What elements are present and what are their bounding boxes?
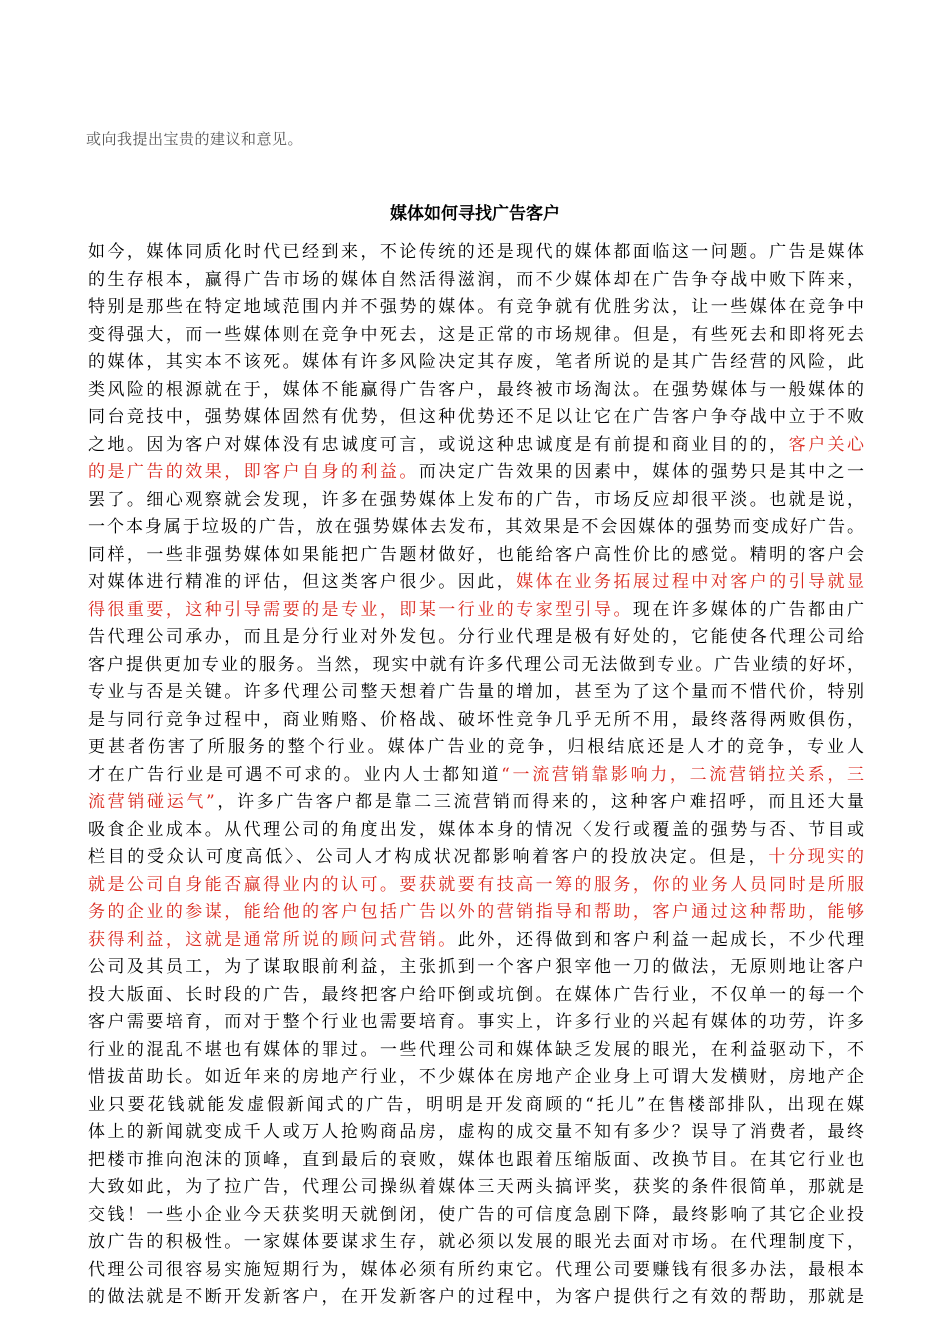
body-text: 同样，一些非强势媒体如果能把广告题材做好，也能给客户高性价比的感觉。精明的客户会 bbox=[88, 544, 864, 565]
body-text: 如今，媒体同质化时代已经到来，不论传统的还是现代的媒体都面临这一问题。广告是媒体 bbox=[88, 242, 864, 262]
body-text: 放广告的积极性。一家媒体要谋求生存，就必须以发展的眼光去面对市场。在代理制度下， bbox=[88, 1232, 864, 1252]
body-text: 代理公司很容易实施短期行为，媒体必须有所约束它。代理公司要赚钱有很多办法，最根本 bbox=[88, 1259, 864, 1280]
paragraph-line bbox=[88, 899, 864, 927]
body-text: 栏目的受众认可度高低〉、公司人才构成状况都影响着客户的投放决定。但是， bbox=[88, 847, 769, 867]
paragraph-line bbox=[88, 1229, 864, 1257]
paragraph-line bbox=[88, 294, 864, 322]
paragraph-line bbox=[88, 1202, 864, 1230]
body-text: 而决定广告效果的因素中，媒体的强势只是其中之一 bbox=[418, 462, 865, 482]
paragraph-line bbox=[88, 1284, 864, 1312]
body-text: 此外，还得做到和客户利益一起成长，不少代理 bbox=[457, 929, 865, 950]
body-text: 告代理公司承办，而且是分行业对外发包。分行业代理是极有好处的，它能使各代理公司给 bbox=[88, 627, 864, 647]
paragraph-line bbox=[88, 1009, 864, 1037]
highlighted-text: “一流营销靠影响力，二流营销拉关系，三 bbox=[501, 764, 864, 785]
paragraph-line bbox=[88, 404, 864, 432]
body-text: 同台竞技中，强势媒体固然有优势，但这种优势还不足以让它在广告客户争夺战中立于不败 bbox=[88, 407, 864, 427]
paragraph-line bbox=[88, 844, 864, 872]
paragraph-line bbox=[88, 569, 864, 597]
body-text: 大致如此，为了拉广告，代理公司操纵着媒体三天两头搞评奖，获奖的条件很简单，那就是 bbox=[88, 1177, 864, 1197]
paragraph-line bbox=[88, 432, 864, 460]
body-text: 现在许多媒体的广告都由广 bbox=[632, 599, 864, 620]
paragraph-line bbox=[88, 927, 864, 955]
body-text: 吸食企业成本。从代理公司的角度出发，媒体本身的情况〈发行或覆盖的强势与否、节目或 bbox=[88, 819, 864, 840]
body-text: ，许多广告客户都是靠二三流营销而得来的，这种客户难招呼，而且还大量 bbox=[214, 792, 864, 812]
paragraph-line bbox=[88, 1174, 864, 1202]
highlighted-text: 获得利益，这就是通常所说的顾问式营销。 bbox=[88, 929, 458, 950]
body-text: 对媒体进行精准的评估，但这类客户很少。因此， bbox=[88, 572, 517, 592]
body-text: 交钱！一些小企业今天获奖明天就倒闭，使广告的可信度急剧下降，最终影响了其它企业投 bbox=[88, 1204, 864, 1225]
body-text: 客户需要培育，而对于整个行业也需要培育。事实上，许多行业的兴起有媒体的功劳，许多 bbox=[88, 1012, 864, 1032]
paragraph-line bbox=[88, 954, 864, 982]
body-text: 投大版面、长时段的广告，最终把客户给吓倒或坑倒。在媒体广告行业，不仅单一的每一个 bbox=[88, 984, 864, 1005]
body-text: 特别是那些在特定地域范围内并不强势的媒体。有竞争就有优胜劣汰，让一些媒体在竞争中 bbox=[88, 297, 864, 317]
paragraph-line bbox=[88, 1092, 864, 1120]
body-text: 的做法就是不断开发新客户，在开发新客户的过程中，为客户提供行之有效的帮助，那就是 bbox=[88, 1287, 864, 1307]
paragraph-line bbox=[88, 1257, 864, 1285]
body-text: 公司及其员工，为了谋取眼前利益，主张抓到一个客户狠宰他一刀的做法，无原则地让客户 bbox=[88, 957, 864, 977]
body-text: 把楼市推向泡沫的顶峰，直到最后的衰败，媒体也跟着压缩版面、改换节目。在其它行业也 bbox=[88, 1149, 864, 1170]
paragraph-line bbox=[88, 239, 864, 267]
article-body bbox=[88, 239, 864, 1312]
body-text: 之地。因为客户对媒体没有忠诚度可言，或说这种忠诚度是有前提和商业目的的， bbox=[88, 434, 789, 455]
body-text: 是与同行竞争过程中，商业贿赂、价格战、破坏性竞争几乎无所不用，最终落得两败俱伤， bbox=[88, 709, 864, 730]
body-text: 类风险的根源就在于，媒体不能赢得广告客户，最终被市场淘汰。在强势媒体与一般媒体的 bbox=[88, 379, 864, 400]
body-text: 更甚者伤害了所服务的整个行业。媒体广告业的竞争，归根结底还是人才的竞争，专业人 bbox=[88, 737, 864, 757]
body-text: 一个本身属于垃圾的广告，放在强势媒体去发布，其效果是不会因媒体的强势而变成好广告。 bbox=[88, 517, 864, 537]
body-text: 的媒体，其实本不该死。媒体有许多风险决定其存废，笔者所说的是其广告经营的风险，此 bbox=[88, 352, 864, 372]
article-title: 媒体如何寻找广告客户 bbox=[390, 204, 560, 224]
paragraph-line bbox=[88, 872, 864, 900]
paragraph-line bbox=[88, 597, 864, 625]
paragraph-line bbox=[88, 322, 864, 350]
paragraph-line bbox=[88, 487, 864, 515]
highlighted-text: 就是公司自身能否赢得业内的认可。要获就要有技高一筹的服务，你的业务人员同时是所服 bbox=[88, 874, 864, 895]
body-text: 行业的混乱不堪也有媒体的罪过。一些代理公司和媒体缺乏发展的眼光，在利益驱动下，不 bbox=[88, 1039, 864, 1060]
paragraph-line bbox=[88, 377, 864, 405]
paragraph-line bbox=[88, 789, 864, 817]
highlighted-text: 客户关心 bbox=[788, 434, 865, 455]
paragraph-line bbox=[88, 1037, 864, 1065]
paragraph-line bbox=[88, 817, 864, 845]
body-text: 专业与否是关键。许多代理公司整天想着广告量的增加，甚至为了这个量而不惜代价，特别 bbox=[88, 682, 864, 702]
paragraph-line bbox=[88, 349, 864, 377]
paragraph-line bbox=[88, 514, 864, 542]
paragraph-line bbox=[88, 679, 864, 707]
highlighted-text: 十分现实的 bbox=[768, 847, 864, 867]
intro-line: 或向我提出宝贵的建议和意见。 bbox=[86, 130, 304, 148]
paragraph-line bbox=[88, 1147, 864, 1175]
paragraph-line bbox=[88, 652, 864, 680]
body-text: 惜拔苗助长。如近年来的房地产行业，不少媒体在房地产企业身上可谓大发横财，房地产企 bbox=[88, 1067, 864, 1087]
body-text: 体上的新闻就变成千人或万人抢购商品房，虚构的成交量不知有多少？误导了消费者，最终 bbox=[88, 1122, 864, 1142]
highlighted-text: 流营销碰运气” bbox=[88, 792, 215, 812]
body-text: 罢了。细心观察就会发现，许多在强势媒体上发布的广告，市场反应却很平淡。也就是说， bbox=[88, 489, 864, 510]
paragraph-line bbox=[88, 734, 864, 762]
paragraph-line bbox=[88, 1064, 864, 1092]
body-text: 变得强大，而一些媒体则在竞争中死去，这是正常的市场规律。但是，有些死去和即将死去 bbox=[88, 324, 864, 345]
highlighted-text: 得很重要，这种引导需要的是专业，即某一行业的专家型引导。 bbox=[88, 599, 633, 620]
highlighted-text: 的是广告的效果，即客户自身的利益。 bbox=[88, 462, 419, 482]
paragraph-line bbox=[88, 624, 864, 652]
body-text: 客户提供更加专业的服务。当然，现实中就有许多代理公司无法做到专业。广告业绩的好坏， bbox=[88, 654, 864, 675]
paragraph-line bbox=[88, 267, 864, 295]
paragraph-line bbox=[88, 762, 864, 790]
body-text: 才在广告行业是可遇不可求的。业内人士都知道 bbox=[88, 764, 502, 785]
paragraph-line bbox=[88, 982, 864, 1010]
body-text: 的生存根本，赢得广告市场的媒体自然活得滋润，而不少媒体却在广告争夺战中败下阵来， bbox=[88, 269, 864, 290]
paragraph-line bbox=[88, 707, 864, 735]
paragraph-line bbox=[88, 542, 864, 570]
highlighted-text: 媒体在业务拓展过程中对客户的引导就显 bbox=[516, 572, 865, 592]
paragraph-line bbox=[88, 459, 864, 487]
body-text: 业只要花钱就能发虚假新闻式的广告，明明是开发商顾的“托儿”在售楼部排队，出现在媒 bbox=[88, 1094, 864, 1115]
paragraph-line bbox=[88, 1119, 864, 1147]
highlighted-text: 务的企业的参谋，能给他的客户包括广告以外的营销指导和帮助，客户通过这种帮助，能够 bbox=[88, 902, 864, 922]
